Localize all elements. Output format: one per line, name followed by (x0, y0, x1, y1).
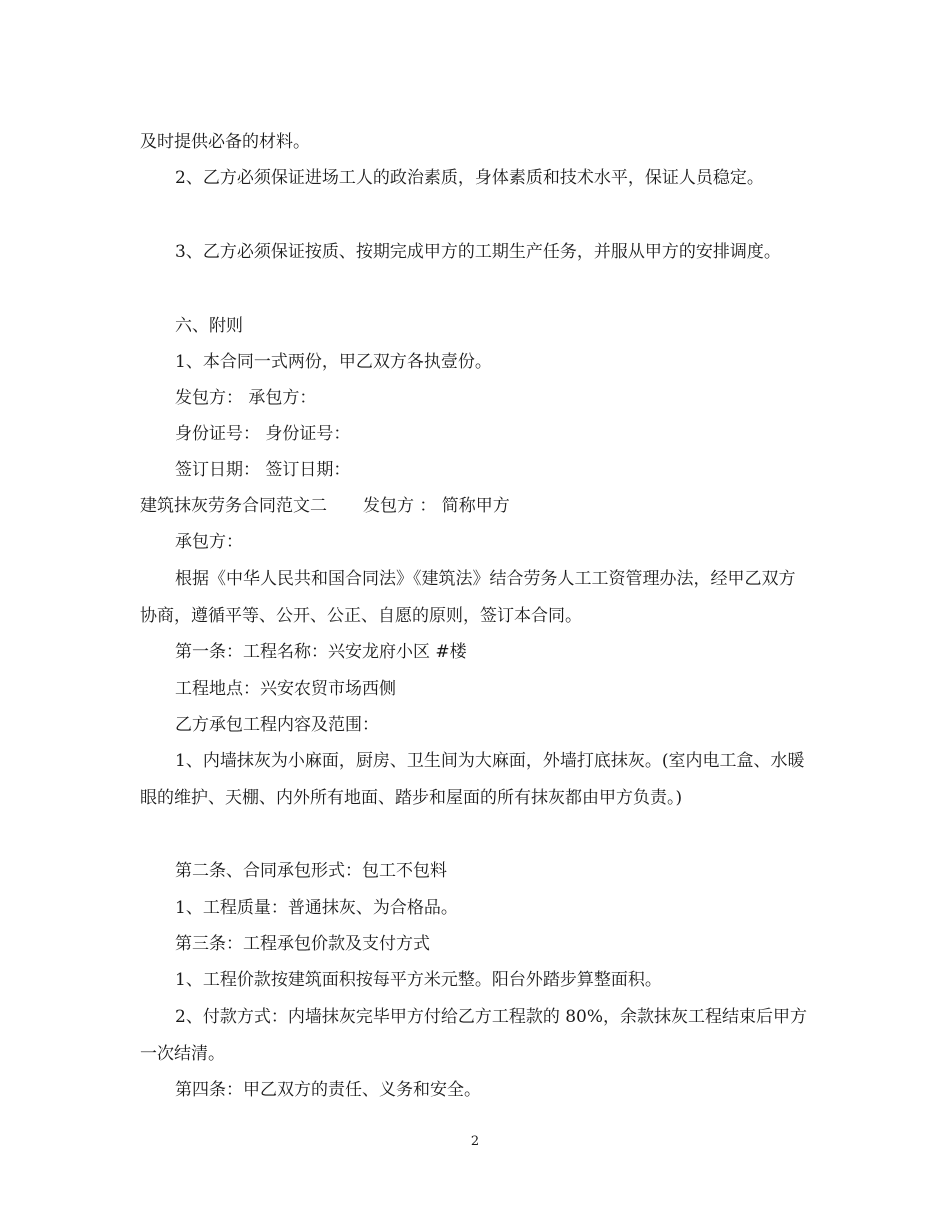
quality-item: 1、工程质量：普通抹灰、为合格品。 (175, 898, 458, 918)
paragraph-copies: 1、本合同一式两份，甲乙双方各执壹份。 (175, 352, 492, 372)
payment-item-2: 2、付款方式：内墙抹灰完毕甲方付给乙方工程款的 80%，余款抹灰工程结束后甲方一次结清。 (140, 1007, 808, 1064)
paragraph-clause-3: 3、乙方必须保证按质、按期完成甲方的工期生产任务，并服从甲方的安排调度。 (175, 242, 781, 262)
article-4-responsibilities: 第四条：甲乙双方的责任、义务和安全。 (175, 1080, 481, 1100)
paragraph-materials: 及时提供必备的材料。 (140, 132, 310, 152)
signature-parties: 发包方： 承包方： (175, 388, 317, 408)
payment-item-1: 1、工程价款按建筑面积按每平方米元整。阳台外踏步算整面积。 (175, 970, 662, 990)
paragraph-clause-2: 2、乙方必须保证进场工人的政治素质，身体素质和技术水平，保证人员稳定。 (175, 168, 764, 188)
article-1-project-name: 第一条：工程名称：兴安龙府小区 #楼 (175, 642, 467, 662)
section-heading-supplementary: 六、附则 (175, 316, 243, 336)
project-location: 工程地点：兴安农贸市场西侧 (175, 679, 396, 699)
contract-title-line (140, 488, 810, 525)
page-number: 2 (470, 1134, 480, 1149)
contract-title: 建筑抹灰劳务合同范文二 (140, 496, 327, 516)
scope-item-1: 1、内墙抹灰为小麻面，厨房、卫生间为大麻面，外墙打底抹灰。(室内电工盒、水暖眼的维护、天棚、内外所有地面、踏步和屋面的所有抹灰都由甲方负责。) (140, 751, 805, 808)
article-2-contract-form: 第二条、合同承包形式：包工不包料 (175, 861, 447, 881)
signature-dates: 签订日期： 签订日期： (175, 460, 351, 480)
contractor-label: 承包方： (175, 532, 243, 552)
article-3-payment: 第三条：工程承包价款及支付方式 (175, 934, 430, 954)
signature-id-numbers: 身份证号： 身份证号： (175, 424, 351, 444)
scope-heading: 乙方承包工程内容及范围： (175, 715, 379, 735)
contract-party-a: 发包方 ： 简称甲方 (363, 496, 510, 516)
paragraph-legal-basis: 根据《中华人民共和国合同法》《建筑法》结合劳务人工工资管理办法，经甲乙双方协商，遵循平等、公开、公正、自愿的原则，签订本合同。 (140, 569, 796, 626)
